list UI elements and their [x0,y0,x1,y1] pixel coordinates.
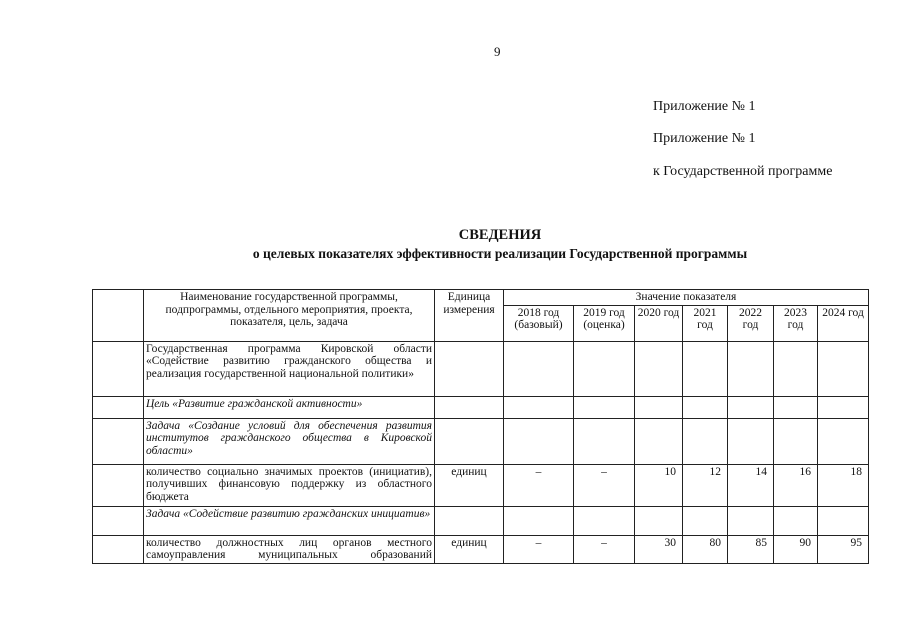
index-cell [93,341,144,396]
value-cell [818,506,869,535]
value-cell [504,506,574,535]
indicator-name-text: количество должностных лиц органов местного самоуправления муниципальных образований [146,536,432,561]
value-cell [728,396,774,418]
value-cell: 95 [818,535,869,563]
value-cell [728,418,774,464]
table-row [93,396,869,418]
year-header-cell: 2023 год [774,305,818,341]
year-header-cell: 2019 год (оценка) [574,305,635,341]
year-header-cell: 2021 год [683,305,728,341]
value-cell [504,341,574,396]
unit-cell [435,396,504,418]
value-cell [504,418,574,464]
value-cell [818,418,869,464]
unit-cell: единиц [435,535,504,563]
value-cell [635,396,683,418]
value-group-header-cell: Значение показателя [504,290,869,306]
value-cell [728,506,774,535]
index-cell [93,506,144,535]
value-cell [574,506,635,535]
table-row [93,418,869,464]
page-number: 9 [494,44,501,59]
value-cell: 14 [728,464,774,506]
value-cell: – [504,464,574,506]
value-cell [774,418,818,464]
value-cell [728,341,774,396]
value-cell [774,396,818,418]
value-cell: 30 [635,535,683,563]
table-row [93,341,869,396]
indicator-name-cell [144,535,435,563]
value-cell: – [504,535,574,563]
goal-name-cell: Цель «Развитие гражданской активности» [144,396,435,418]
year-header-cell: 2024 год [818,305,869,341]
unit-header-cell: Единица измерения [435,290,504,342]
value-cell [504,396,574,418]
unit-cell: единиц [435,464,504,506]
value-cell [683,396,728,418]
index-cell [93,535,144,563]
task-name-cell: Задача «Создание условий для обеспечения развития институтов гражданского общества в Кировской области» [144,418,435,464]
document-title: СВЕДЕНИЯ [458,227,542,243]
index-cell [93,464,144,506]
value-cell [635,341,683,396]
task-name-cell: Задача «Содействие развитию гражданских инициатив» [144,506,435,535]
value-cell: 10 [635,464,683,506]
value-cell [574,396,635,418]
value-cell [683,341,728,396]
indicator-name-cell: количество социально значимых проектов (инициатив), получивших финансовую поддержку из областного бюджета [144,464,435,506]
index-cell [93,418,144,464]
value-cell: 90 [774,535,818,563]
value-cell: 80 [683,535,728,563]
value-cell: 16 [774,464,818,506]
value-cell [574,341,635,396]
value-cell [774,506,818,535]
value-cell: 85 [728,535,774,563]
value-cell [774,341,818,396]
appendix-line-2: Приложение № 1 [653,131,756,146]
value-cell: – [574,535,635,563]
table-row [93,464,869,506]
index-header-cell [93,290,144,342]
appendix-line-1: Приложение № 1 [653,99,756,114]
table-row [93,535,869,563]
index-cell [93,396,144,418]
year-header-cell: 2018 год (базовый) [504,305,574,341]
table-row [93,506,869,535]
document-subtitle: о целевых показателях эффективности реализации Государственной программы [252,246,748,261]
value-cell [574,418,635,464]
unit-cell [435,341,504,396]
value-cell [635,506,683,535]
unit-cell [435,506,504,535]
appendix-line-3: к Государственной программе [653,164,833,179]
value-cell [818,341,869,396]
value-cell [818,396,869,418]
name-header-cell: Наименование государственной программы, подпрограммы, отдельного мероприятия, проекта, показателя, цель, задача [144,290,435,342]
indicators-table [92,289,869,564]
value-cell: – [574,464,635,506]
year-header-cell: 2020 год [635,305,683,341]
value-cell: 12 [683,464,728,506]
value-cell [683,506,728,535]
year-header-cell: 2022 год [728,305,774,341]
table-header-row [93,290,869,306]
value-cell: 18 [818,464,869,506]
value-cell [635,418,683,464]
value-cell [683,418,728,464]
unit-cell [435,418,504,464]
indicator-name-cell: Государственная программа Кировской области «Содействие развитию гражданского общества и реализация государственной национальной политики» [144,341,435,396]
